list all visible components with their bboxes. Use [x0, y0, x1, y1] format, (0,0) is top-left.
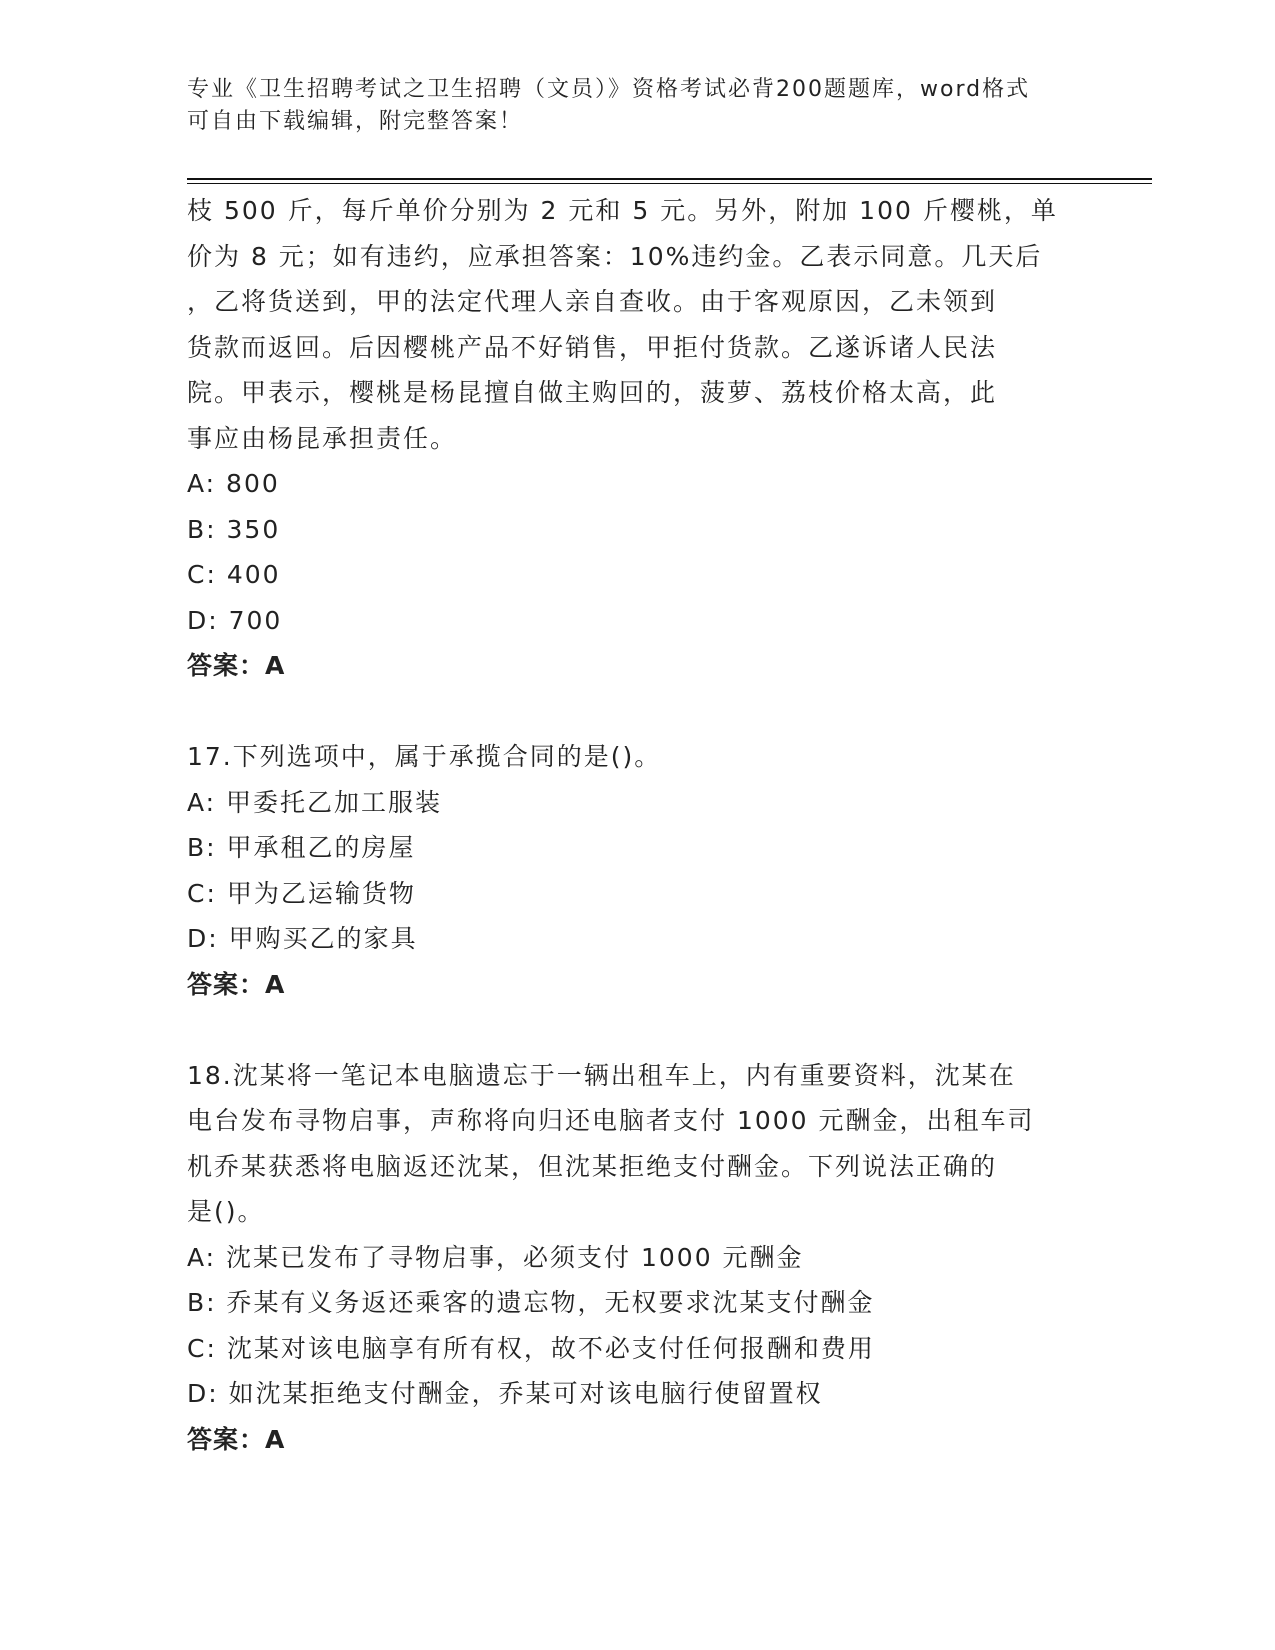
question-stem-line: 是()。 [187, 1197, 265, 1226]
header-rule-thick [187, 178, 1152, 180]
option-b: B: 350 [187, 514, 281, 544]
header-line: 专业《卫生招聘考试之卫生招聘（文员）》资格考试必背200题题库，word格式 [187, 77, 1031, 102]
option-a: A: 800 [187, 469, 280, 498]
document-header [187, 74, 1067, 138]
option-d: D: 如沈某拒绝支付酬金，乔某可对该电脑行使留置权 [187, 1379, 823, 1408]
document-body [187, 188, 1087, 1462]
answer-line: 答案：A [187, 1424, 286, 1454]
question-16 [187, 188, 1087, 689]
option-a: A: 甲委托乙加工服装 [187, 787, 443, 817]
question-stem-line: 17.下列选项中，属于承揽合同的是()。 [187, 742, 662, 771]
option-a: A: 沈某已发布了寻物启事，必须支付 1000 元酬金 [187, 1242, 804, 1272]
spacer [187, 689, 1087, 735]
question-18 [187, 1053, 1087, 1463]
question-stem-line: 价为 8 元；如有违约，应承担答案：10%违约金。乙表示同意。几天后 [187, 241, 1043, 271]
answer-line: 答案：A [187, 969, 286, 999]
question-stem-line: 机乔某获悉将电脑返还沈某，但沈某拒绝支付酬金。下列说法正确的 [187, 1151, 998, 1181]
option-b: B: 甲承租乙的房屋 [187, 833, 416, 862]
answer-line: 答案：A [187, 651, 286, 680]
option-d: D: 甲购买乙的家具 [187, 924, 418, 953]
option-b: B: 乔某有义务返还乘客的遗忘物，无权要求沈某支付酬金 [187, 1288, 875, 1317]
header-rule-thin [187, 183, 1152, 184]
question-stem-line: 枝 500 斤，每斤单价分别为 2 元和 5 元。另外，附加 100 斤樱桃，单 [187, 196, 1058, 225]
question-stem-line: 院。甲表示，樱桃是杨昆擅自做主购回的，菠萝、荔枝价格太高，此 [187, 378, 998, 407]
question-stem-line: 电台发布寻物启事，声称将向归还电脑者支付 1000 元酬金，出租车司 [187, 1106, 1035, 1135]
question-stem-line: 货款而返回。后因樱桃产品不好销售，甲拒付货款。乙遂诉诸人民法 [187, 332, 998, 362]
question-17 [187, 734, 1087, 1007]
question-stem-line: 18.沈某将一笔记本电脑遗忘于一辆出租车上，内有重要资料，沈某在 [187, 1060, 1016, 1090]
option-c: C: 甲为乙运输货物 [187, 878, 416, 908]
option-c: C: 沈某对该电脑享有所有权，故不必支付任何报酬和费用 [187, 1333, 875, 1363]
header-line: 可自由下载编辑，附完整答案！ [187, 109, 524, 134]
question-stem-line: 事应由杨昆承担责任。 [187, 423, 458, 453]
spacer [187, 1007, 1087, 1053]
option-d: D: 700 [187, 605, 283, 635]
question-stem-line: ，乙将货送到，甲的法定代理人亲自查收。由于客观原因，乙未领到 [187, 287, 998, 316]
option-c: C: 400 [187, 560, 281, 589]
